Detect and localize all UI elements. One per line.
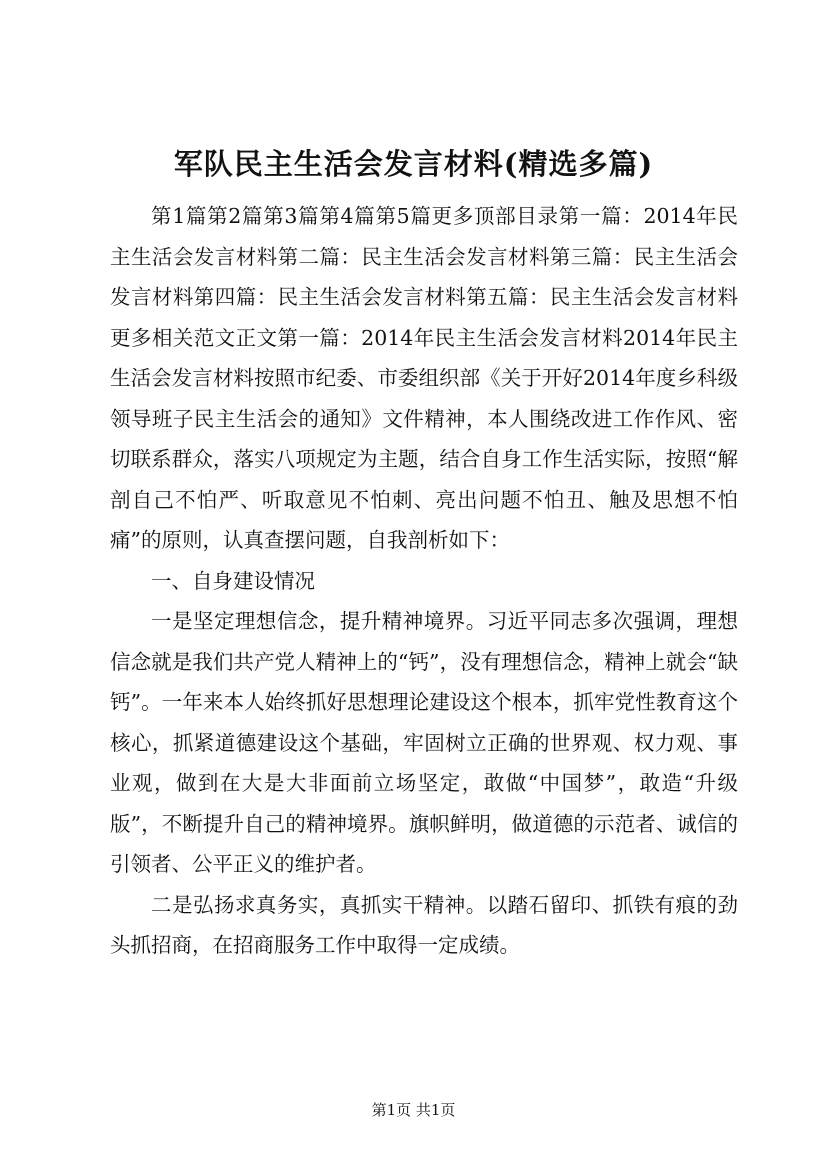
page-footer: 第1页 共1页 — [371, 1101, 456, 1119]
paragraph-intro: 第1篇第2篇第3篇第4篇第5篇更多顶部目录第一篇：2014年民主生活会发言材料第二篇：民主生活会发言材料第三篇：民主生活会发言材料第四篇：民主生活会发言材料第五篇：民主生活会发言材料更多相关范文正文第一篇：2014年民主生活会发言材料2014年民主生活会发言材料按照市纪委、市委组织部《关于开好2014年度乡科级领导班子民主生活会的通知》文件精神，本人围绕改进工作作风、密切联系群众，落实八项规定为主题，结合自身工作生活实际，按照“解剖自己不怕严、听取意见不怕刺、亮出问题不怕丑、触及思想不怕痛”的原则，认真查摆问题，自我剖析如下： — [110, 204, 738, 552]
section-heading: 一、自身建设情况 — [151, 568, 315, 593]
paragraph-pragmatism: 二是弘扬求真务实，真抓实干精神。以踏石留印、抓铁有痕的劲头抓招商，在招商服务工作中取得一定成绩。 — [110, 892, 738, 957]
document-title: 军队民主生活会发言材料(精选多篇) — [173, 147, 654, 181]
paragraph-ideals: 一是坚定理想信念，提升精神境界。习近平同志多次强调，理想信念就是我们共产党人精神上的“钙”，没有理想信念，精神上就会“缺钙”。一年来本人始终抓好思想理论建设这个根本，抓牢党性教育这个核心，抓紧道德建设这个基础，牢固树立正确的世界观、权力观、事业观，做到在大是大非面前立场坚定，敢做“中国梦”，敢造“升级版”，不断提升自己的精神境界。旗帜鲜明，做道德的示范者、诚信的引领者、公平正义的维护者。 — [110, 609, 738, 876]
document-body — [110, 196, 738, 966]
